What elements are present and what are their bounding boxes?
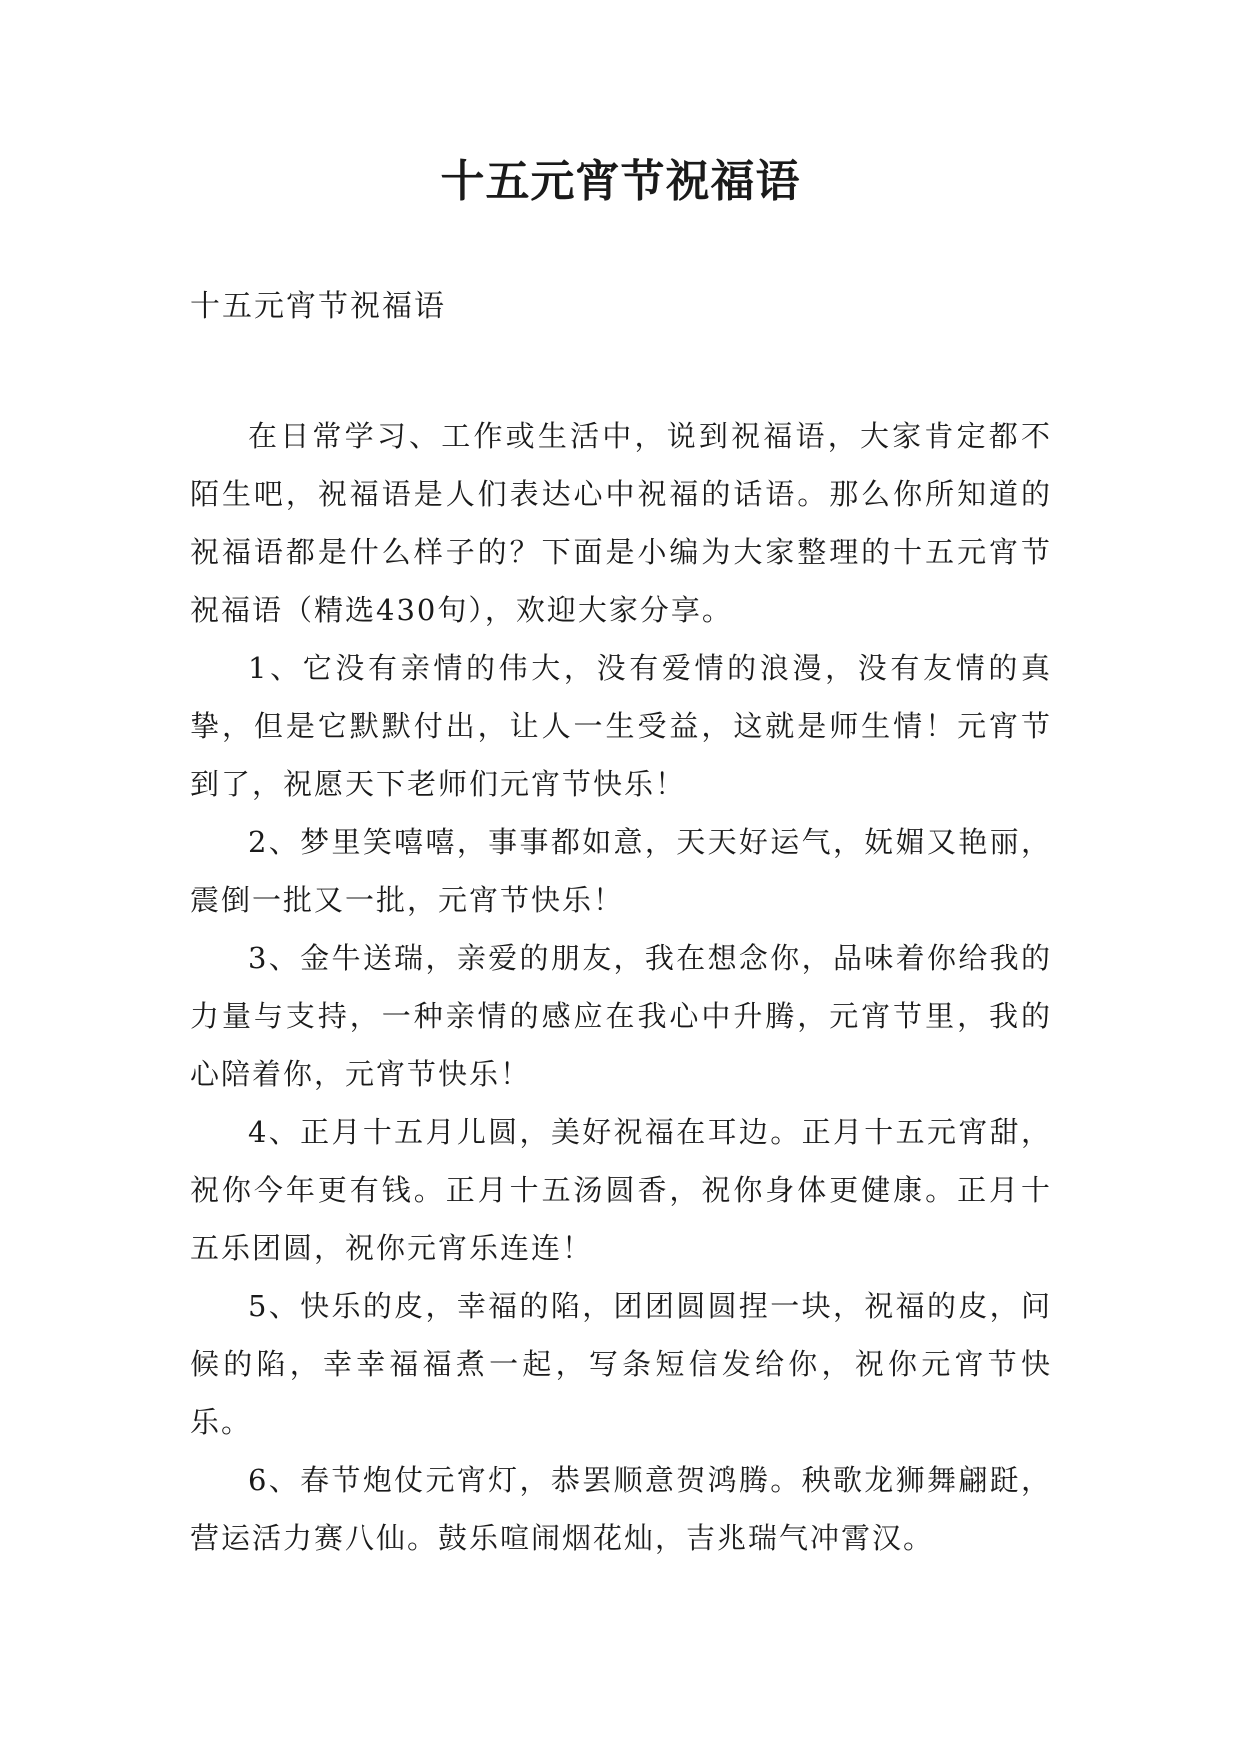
intro-paragraph: 在日常学习、工作或生活中，说到祝福语，大家肯定都不陌生吧，祝福语是人们表达心中祝福的话语。那么你所知道的祝福语都是什么样子的？下面是小编为大家整理的十五元宵节祝福语（精选430句），欢迎大家分享。 (190, 419, 1052, 627)
blessing-paragraph-2: 2、梦里笑嘻嘻，事事都如意，天天好运气，妩媚又艳丽，震倒一批又一批，元宵节快乐！ (190, 825, 1052, 917)
document-content (190, 287, 1052, 1555)
blessing-paragraph-6: 6、春节炮仗元宵灯，恭罢顺意贺鸿腾。秧歌龙狮舞翩跹，营运活力赛八仙。鼓乐喧闹烟花灿，吉兆瑞气冲霄汉。 (190, 1463, 1052, 1555)
blessing-paragraph-5: 5、快乐的皮，幸福的陷，团团圆圆捏一块，祝福的皮，问候的陷，幸幸福福煮一起，写条短信发给你，祝你元宵节快乐。 (190, 1289, 1052, 1439)
document-title: 十五元宵节祝福语 (440, 156, 801, 207)
blessing-paragraph-3: 3、金牛送瑞，亲爱的朋友，我在想念你，品味着你给我的力量与支持，一种亲情的感应在我心中升腾，元宵节里，我的心陪着你，元宵节快乐！ (190, 941, 1052, 1091)
blessing-paragraph-4: 4、正月十五月儿圆，美好祝福在耳边。正月十五元宵甜，祝你今年更有钱。正月十五汤圆香，祝你身体更健康。正月十五乐团圆，祝你元宵乐连连！ (190, 1115, 1052, 1265)
blessing-paragraph-1: 1、它没有亲情的伟大，没有爱情的浪漫，没有友情的真挚，但是它默默付出，让人一生受益，这就是师生情！元宵节到了，祝愿天下老师们元宵节快乐！ (190, 651, 1052, 801)
document-body (190, 407, 1052, 1567)
document-subtitle: 十五元宵节祝福语 (190, 289, 446, 324)
